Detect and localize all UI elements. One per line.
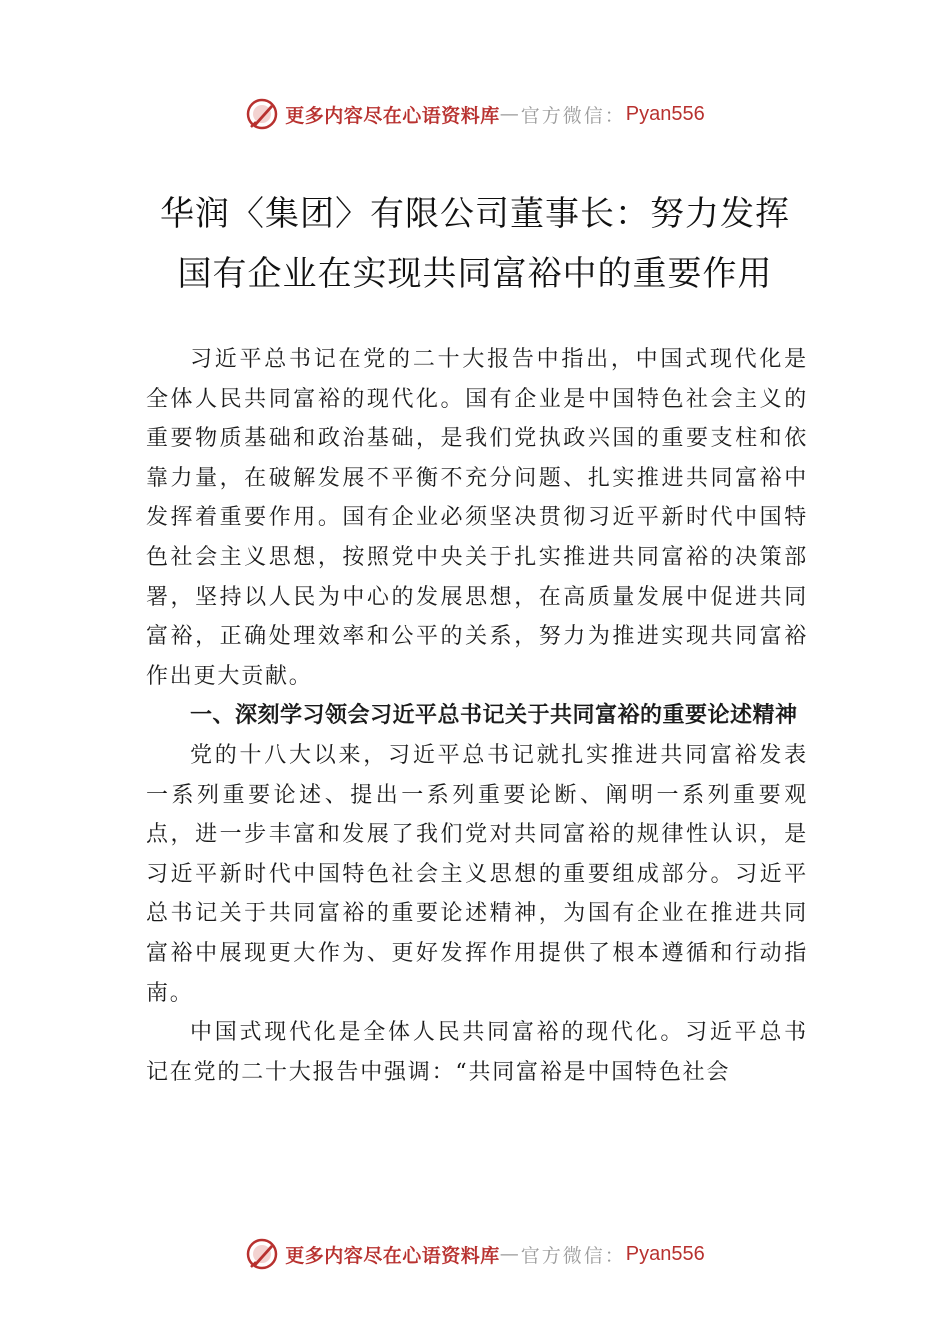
watermark-text: 更多内容尽在心语资料库	[285, 1244, 500, 1267]
title-line-1: 华润〈集团〉有限公司董事长：努力发挥	[160, 194, 790, 234]
document-body	[146, 340, 808, 1092]
section-heading-1: 一、深刻学习领会习近平总书记关于共同富裕的重要论述精神	[190, 703, 798, 729]
watermark-contact-id: Pyan556	[625, 1242, 705, 1265]
title-line-2: 国有企业在实现共同富裕中的重要作用	[177, 254, 773, 294]
paragraph-2: 党的十八大以来，习近平总书记就扎实推进共同富裕发表一系列重要论述、提出一系列重要论断、阐明一系列重要观点，进一步丰富和发展了我们党对共同富裕的规律性认识，是习近平新时代中国特色社会主义思想的重要组成部分。习近平总书记关于共同富裕的重要论述精神，为国有企业在推进共同富裕中展现更大作为、更好发挥作用提供了根本遵循和行动指南。	[146, 742, 808, 1006]
brand-logo-icon	[245, 97, 279, 131]
brand-logo-icon	[245, 1237, 279, 1271]
watermark-contact-label: 官方微信：	[520, 104, 626, 127]
watermark-separator: —	[499, 103, 521, 125]
watermark-header	[0, 94, 950, 134]
watermark-footer	[0, 1234, 950, 1274]
document-title	[0, 184, 950, 304]
paragraph-1: 习近平总书记在党的二十大报告中指出，中国式现代化是全体人民共同富裕的现代化。国有企业是中国特色社会主义的重要物质基础和政治基础，是我们党执政兴国的重要支柱和依靠力量，在破解发展不平衡不充分问题、扎实推进共同富裕中发挥着重要作用。国有企业必须坚决贯彻习近平新时代中国特色社会主义思想，按照党中央关于扎实推进共同富裕的决策部署，坚持以人民为中心的发展思想，在高质量发展中促进共同富裕，正确处理效率和公平的关系，努力为推进实现共同富裕作出更大贡献。	[146, 347, 808, 689]
watermark-contact-label: 官方微信：	[520, 1244, 626, 1267]
watermark-text: 更多内容尽在心语资料库	[285, 104, 500, 127]
watermark-separator: —	[499, 1243, 521, 1265]
paragraph-3: 中国式现代化是全体人民共同富裕的现代化。习近平总书记在党的二十大报告中强调：“共同富裕是中国特色社会	[146, 1020, 808, 1085]
watermark-contact-id: Pyan556	[625, 102, 705, 125]
